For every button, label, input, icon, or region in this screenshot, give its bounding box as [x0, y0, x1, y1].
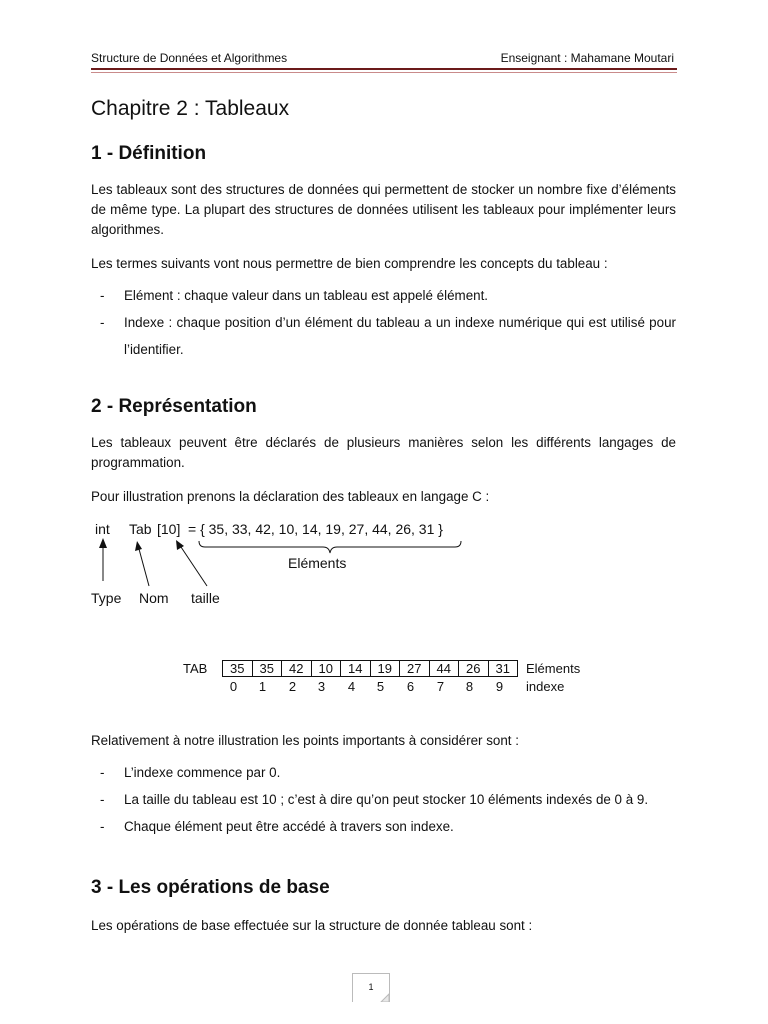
section2-para3: Relativement à notre illustration les points importants à considérer sont : [91, 733, 519, 748]
section3-title: 3 - Les opérations de base [91, 877, 330, 898]
array-cell: 26 [459, 661, 489, 677]
arrowhead-nom [135, 541, 142, 551]
array-index: 6 [406, 679, 415, 694]
section2-para1: Les tableaux peuvent être déclarés de plusieurs manières selon les différents langages de programmation. [91, 435, 676, 470]
array-index: 3 [317, 679, 326, 694]
bullet-text: Indexe : chaque position d’un élément du tableau a un indexe numérique qui est utilisé pour l’identifier. [124, 315, 676, 357]
section2-bullet-1 [0, 759, 768, 786]
bullet-text: Elément : chaque valeur dans un tableau est appelé élément. [124, 288, 489, 303]
array-table [222, 660, 518, 677]
decl-type: int [95, 521, 110, 537]
bullet-text: La taille du tableau est 10 ; c’est à dire qu’on peut stocker 10 éléments indexés de 0 à 9. [124, 792, 649, 807]
arrowhead-taille [176, 540, 184, 550]
bullet-dash: - [100, 792, 105, 807]
bullet-dash: - [100, 765, 105, 780]
section3-para1: Les opérations de base effectuée sur la structure de donnée tableau sont : [91, 918, 533, 933]
array-name: TAB [183, 661, 208, 676]
bullet-text: L’indexe commence par 0. [124, 765, 281, 780]
header-rule [91, 68, 677, 70]
page-curl-icon [353, 974, 389, 1002]
section2-para2: Pour illustration prenons la déclaration des tableaux en langage C : [91, 489, 490, 504]
array-index: 4 [347, 679, 356, 694]
array-index: 2 [288, 679, 297, 694]
section1-para2: Les termes suivants vont nous permettre de bien comprendre les concepts du tableau : [91, 256, 608, 271]
bullet-dash: - [100, 819, 105, 834]
header-left: Structure de Données et Algorithmes [91, 51, 288, 65]
label-nom: Nom [139, 590, 169, 606]
decl-size: [10] [157, 521, 181, 537]
array-cell: 31 [488, 661, 518, 677]
decl-elements-label: Eléments [288, 555, 347, 571]
bullet-dash: - [100, 315, 105, 330]
array-cell: 35 [252, 661, 282, 677]
array-cell: 10 [311, 661, 341, 677]
header-rule-light [91, 72, 677, 73]
section2-title: 2 - Représentation [91, 396, 257, 417]
arrow-nom [139, 549, 149, 586]
array-cell: 42 [282, 661, 312, 677]
section1-bullet-2 [0, 309, 768, 363]
array-index: 9 [495, 679, 504, 694]
array-index: 5 [376, 679, 385, 694]
bullet-dash: - [100, 288, 105, 303]
section1-bullet-1 [0, 282, 768, 309]
arrow-taille [181, 547, 207, 586]
array-index: 8 [465, 679, 474, 694]
array-index: 0 [229, 679, 238, 694]
array-cell: 14 [341, 661, 371, 677]
section1-para1: Les tableaux sont des structures de données qui permettent de stocker un nombre fixe d’éléments de même type. La plupart des structures de données utilisent les tableaux pour implémenter leurs algorithmes. [91, 182, 676, 237]
bullet-text: Chaque élément peut être accédé à travers son indexe. [124, 819, 454, 834]
label-type: Type [91, 590, 122, 606]
chapter-title: Chapitre 2 : Tableaux [91, 97, 290, 120]
arrowhead-type [99, 538, 107, 548]
decl-name: Tab [129, 521, 152, 537]
page-number: 1 [368, 982, 374, 992]
label-taille: taille [191, 590, 220, 606]
section2-bullet-2 [0, 786, 768, 813]
array-cell: 44 [429, 661, 459, 677]
array-row [223, 661, 518, 677]
array-elements-label: Eléments [526, 661, 581, 676]
array-cell: 35 [223, 661, 253, 677]
decl-values: = { 35, 33, 42, 10, 14, 19, 27, 44, 26, 31 } [188, 521, 443, 537]
section2-bullet-3 [0, 813, 768, 840]
array-cell: 19 [370, 661, 400, 677]
header-right: Enseignant : Mahamane Moutari [500, 51, 674, 65]
array-index-label: indexe [526, 679, 565, 694]
section1-title: 1 - Définition [91, 143, 207, 164]
array-index: 1 [258, 679, 267, 694]
array-index: 7 [436, 679, 445, 694]
array-cell: 27 [400, 661, 430, 677]
page-number-box [352, 973, 390, 1002]
elements-brace [199, 541, 461, 553]
